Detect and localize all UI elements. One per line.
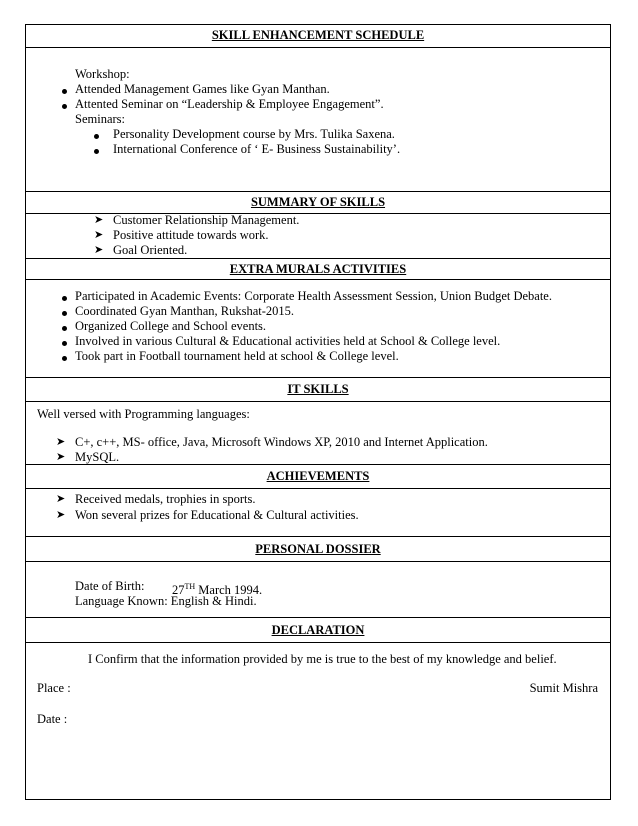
arrow-bullet-icon: ➤ [56, 451, 66, 463]
bullet-icon [62, 341, 67, 346]
section-title: SUMMARY OF SKILLS [250, 195, 386, 209]
signature-name: Sumit Mishra [529, 681, 598, 695]
list-item: MySQL. [75, 450, 120, 464]
arrow-bullet-icon: ➤ [56, 436, 66, 448]
bullet-icon [62, 296, 67, 301]
list-item: Coordinated Gyan Manthan, Rukshat-2015. [75, 304, 295, 318]
section-title: SKILL ENHANCEMENT SCHEDULE [211, 28, 425, 42]
list-item: Organized College and School events. [75, 319, 267, 333]
declaration-statement: I Confirm that the information provided by me is true to the best of my knowledge and belief. [88, 652, 557, 666]
list-item: Positive attitude towards work. [113, 228, 269, 242]
seminars-label: Seminars: [75, 112, 125, 126]
section-title: EXTRA MURALS ACTIVITIES [229, 261, 407, 276]
arrow-bullet-icon: ➤ [56, 493, 66, 505]
workshop-label: Workshop: [75, 67, 130, 81]
list-item: Personality Development course by Mrs. Tulika Saxena. [113, 127, 395, 141]
bullet-icon [62, 356, 67, 361]
summary-header [25, 191, 611, 214]
bullet-icon [62, 89, 67, 94]
section-title: DECLARATION [271, 622, 365, 637]
dob-label: Date of Birth: [75, 579, 145, 593]
place-label: Place : [37, 681, 71, 695]
arrow-bullet-icon: ➤ [94, 244, 104, 256]
section-title: ACHIEVEMENTS [266, 469, 370, 483]
it-skills-header [25, 377, 611, 402]
date-label: Date : [37, 712, 68, 726]
extra-murals-header [25, 258, 611, 280]
it-intro: Well versed with Programming languages: [37, 407, 250, 421]
list-item: Participated in Academic Events: Corporate Health Assessment Session, Union Budget Debate. [75, 289, 552, 303]
list-item: Customer Relationship Management. [113, 213, 300, 227]
declaration-header [25, 617, 611, 643]
list-item: Attented Seminar on “Leadership & Employee Engagement”. [75, 97, 384, 111]
list-item: C+, c++, MS- office, Java, Microsoft Windows XP, 2010 and Internet Application. [75, 435, 488, 449]
list-item: Goal Oriented. [113, 243, 188, 257]
dob-suffix: TH [184, 582, 196, 591]
skill-enhancement-header [25, 24, 611, 48]
bullet-icon [62, 104, 67, 109]
bullet-icon [94, 134, 99, 139]
section-title: PERSONAL DOSSIER [255, 541, 381, 556]
bullet-icon [62, 311, 67, 316]
arrow-bullet-icon: ➤ [56, 509, 66, 521]
bullet-icon [62, 326, 67, 331]
section-title: IT SKILLS [287, 382, 349, 396]
bullet-icon [94, 149, 99, 154]
arrow-bullet-icon: ➤ [94, 229, 104, 241]
list-item: Took part in Football tournament held at school & College level. [75, 349, 399, 363]
list-item: Won several prizes for Educational & Cultural activities. [75, 508, 359, 522]
list-item: Involved in various Cultural & Educational activities held at School & College level. [75, 334, 501, 348]
dob-rest: March 1994. [195, 583, 263, 598]
personal-dossier-header [25, 536, 611, 562]
language-known: Language Known: English & Hindi. [75, 594, 257, 608]
dob-day: 27 [172, 583, 185, 598]
list-item: International Conference of ‘ E- Business Sustainability’. [113, 142, 401, 156]
achievements-header [25, 464, 611, 489]
list-item: Attended Management Games like Gyan Manthan. [75, 82, 330, 96]
list-item: Received medals, trophies in sports. [75, 492, 256, 506]
arrow-bullet-icon: ➤ [94, 214, 104, 226]
